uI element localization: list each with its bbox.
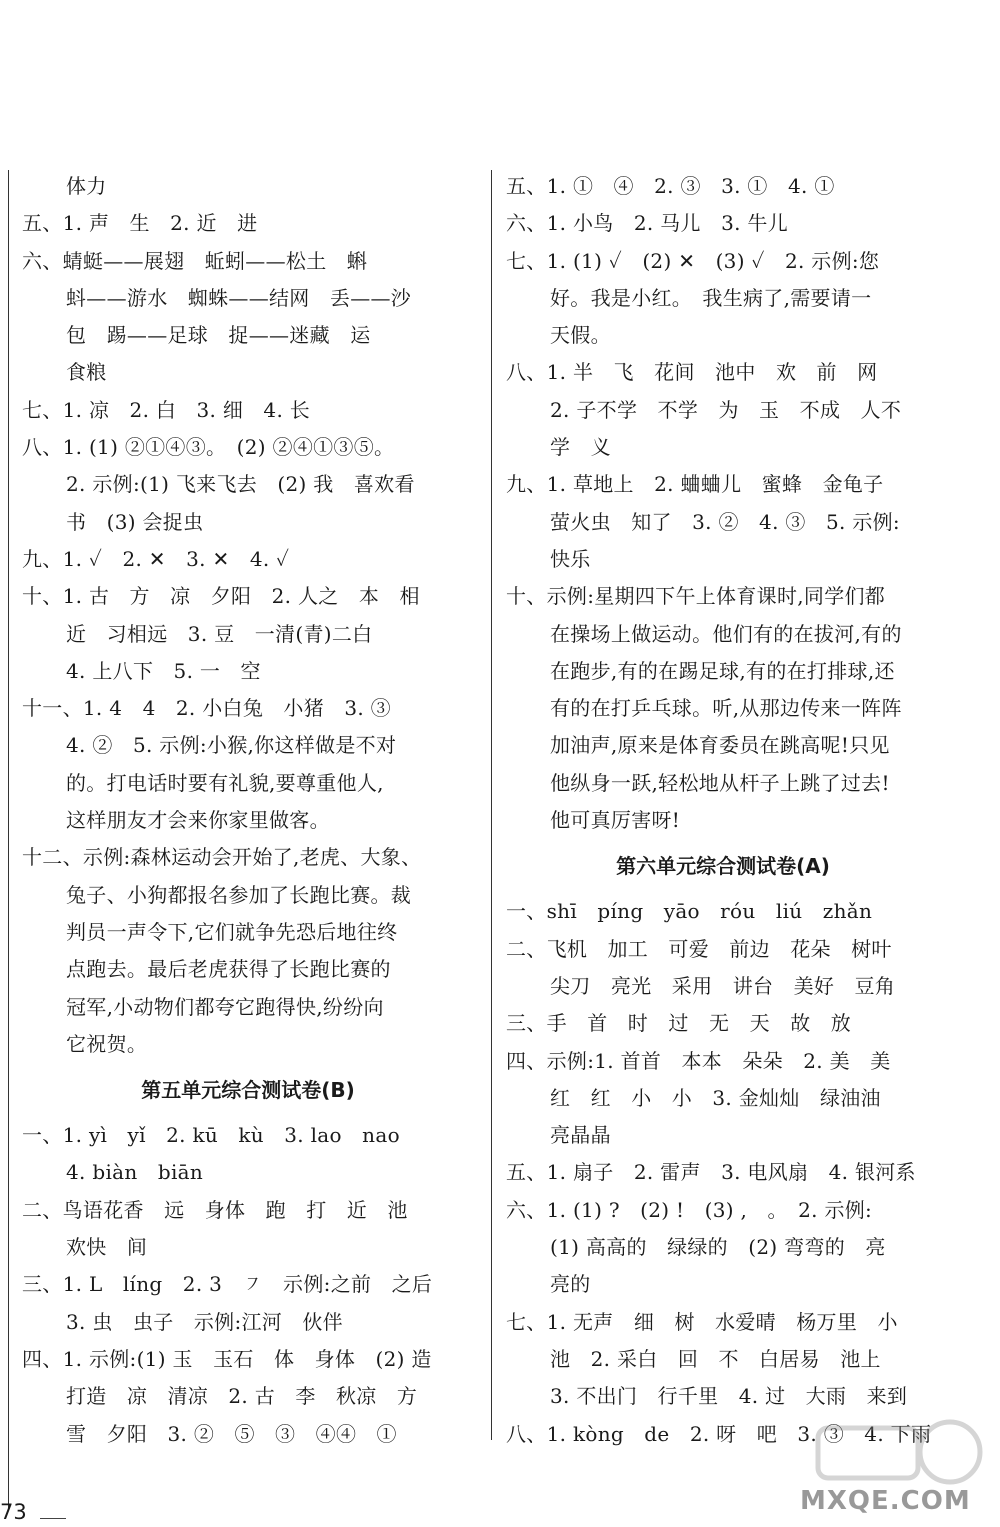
answer-line: 2. 子不学 不学 为 玉 不成 人不 [550, 397, 902, 422]
answer-line: 四、1. 示例:(1) 玉 玉石 体 身体 (2) 造 [22, 1346, 432, 1371]
answer-line: 天假。 [550, 323, 611, 348]
answer-line: (1) 高高的 绿绿的 (2) 弯弯的 亮 [550, 1235, 886, 1260]
answer-line: 十二、示例:森林运动会开始了,老虎、大象、 [22, 845, 422, 870]
answer-line: 书 (3) 会捉虫 [66, 509, 204, 534]
answer-line: 有的在打乒乓球。听,从那边传来一阵阵 [550, 696, 902, 721]
answer-line: 打造 凉 清凉 2. 古 李 秋凉 方 [66, 1384, 418, 1409]
answer-line: 一、shī píng yāo róu liú zhǎn [506, 899, 873, 924]
answer-line: 三、手 首 时 过 无 天 故 放 [506, 1011, 852, 1036]
answer-line: 冠军,小动物们都夸它跑得快,纷纷向 [66, 994, 384, 1019]
answer-line: 4. ② 5. 示例:小猴,你这样做是不对 [66, 733, 397, 758]
answer-line: 三、1. L líng 2. 3 ㇇ 示例:之前 之后 [22, 1272, 433, 1297]
answer-line: 九、1. 草地上 2. 蛐蛐儿 蜜蜂 金龟子 [506, 472, 884, 497]
answer-line: 八、1. kòng de 2. 呀 吧 3. ③ 4. 下雨 [506, 1421, 932, 1446]
answer-line: 十一、1. 4 4 2. 小白兔 小猪 3. ③ [22, 696, 391, 721]
answer-line: 十、1. 古 方 凉 夕阳 2. 人之 本 相 [22, 584, 420, 609]
column-rule-middle [491, 170, 492, 1440]
answer-line: 雪 夕阳 3. ② ⑤ ③ ④④ ① [66, 1421, 397, 1446]
answer-line: 五、1. 扇子 2. 雷声 3. 电风扇 4. 银河系 [506, 1160, 916, 1185]
answer-line: 四、示例:1. 首首 本本 朵朵 2. 美 美 [506, 1048, 891, 1073]
answer-line: 七、1. 凉 2. 白 3. 细 4. 长 [22, 397, 311, 422]
answer-line: 六、1. 小鸟 2. 马儿 3. 牛儿 [506, 211, 789, 236]
answer-line: 兔子、小狗都报名参加了长跑比赛。裁 [66, 882, 412, 907]
answer-line: 六、1. (1) ? (2) ! (3) , 。 2. 示例: [506, 1197, 873, 1222]
answer-line: 3. 虫 虫子 示例:江河 伙伴 [66, 1309, 343, 1334]
answer-line: 池 2. 采白 回 不 白居易 池上 [550, 1346, 881, 1371]
answer-line: 包 踢——足球 捉——迷藏 运 [66, 323, 371, 348]
answer-line: 欢快 间 [66, 1235, 148, 1260]
answer-line: 点跑去。最后老虎获得了长跑比赛的 [66, 957, 391, 982]
page-number-dash [40, 1518, 66, 1519]
answer-line: 八、1. 半 飞 花间 池中 欢 前 网 [506, 360, 878, 385]
answer-line: 学 义 [550, 435, 611, 460]
column-rule-left [8, 170, 9, 1510]
answer-line: 八、1. (1) ②①④③。 (2) ②④①③⑤。 [22, 435, 395, 460]
answer-line: 加油声,原来是体育委员在跳高呢!只见 [550, 733, 890, 758]
answer-line: 二、鸟语花香 远 身体 跑 打 近 池 [22, 1197, 408, 1222]
answer-line: 蚪——游水 蜘蛛——结网 丢——沙 [66, 285, 412, 310]
answer-line: 2. 示例:(1) 飞来飞去 (2) 我 喜欢看 [66, 472, 415, 497]
answer-line: 六、蜻蜓——展翅 蚯蚓——松土 蝌 [22, 248, 368, 273]
answer-line: 在跑步,有的在踢足球,有的在打排球,还 [550, 658, 895, 683]
answer-line: 他可真厉害呀! [550, 808, 681, 833]
answer-line: 快乐 [550, 546, 591, 571]
answer-line: 3. 不出门 行千里 4. 过 大雨 来到 [550, 1384, 908, 1409]
watermark-text: MXQE.COM [800, 1486, 971, 1516]
answer-line: 4. biàn biān [66, 1160, 204, 1185]
answer-line: 二、飞机 加工 可爱 前边 花朵 树叶 [506, 936, 892, 961]
answer-column-left [22, 168, 474, 1453]
answer-line: 红 红 小 小 3. 金灿灿 绿油油 [550, 1085, 881, 1110]
answer-line: 七、1. (1) ✓ (2) ✕ (3) ✓ 2. 示例:您 [506, 248, 880, 273]
answer-line: 4. 上八下 5. 一 空 [66, 658, 261, 683]
answer-line: 亮的 [550, 1272, 591, 1297]
answer-line: 他纵身一跃,轻松地从杆子上跳了过去! [550, 770, 890, 795]
page-number: 73 [0, 1500, 27, 1524]
answer-line: 一、1. yì yǐ 2. kū kù 3. lao nao [22, 1123, 400, 1148]
answer-line: 体力 [66, 174, 107, 198]
answer-line: 亮晶晶 [550, 1123, 611, 1148]
answer-line: 五、1. 声 生 2. 近 进 [22, 211, 258, 236]
answer-line: 九、1. ✓ 2. ✕ 3. ✕ 4. ✓ [22, 546, 290, 571]
section-heading: 第五单元综合测试卷(B) [141, 1078, 355, 1103]
section-heading: 第六单元综合测试卷(A) [616, 854, 830, 879]
answer-line: 尖刀 亮光 采用 讲台 美好 豆角 [550, 973, 896, 998]
answer-line: 近 习相远 3. 豆 一清(青)二白 [66, 621, 373, 646]
answer-line: 七、1. 无声 细 树 水爱晴 杨万里 小 [506, 1309, 898, 1334]
answer-column-right [506, 168, 940, 1453]
answer-line: 五、1. ① ④ 2. ③ 3. ① 4. ① [506, 174, 835, 198]
answer-line: 好。我是小红。 我生病了,需要请一 [550, 285, 872, 310]
answer-line: 在操场上做运动。他们有的在拔河,有的 [550, 621, 902, 646]
answer-line: 食粮 [66, 360, 107, 385]
answer-line: 的。打电话时要有礼貌,要尊重他人, [66, 770, 384, 795]
answer-line: 判员一声令下,它们就争先恐后地往终 [66, 919, 398, 944]
answer-line: 它祝贺。 [66, 1031, 148, 1056]
answer-line: 萤火虫 知了 3. ② 4. ③ 5. 示例: [550, 509, 900, 534]
answer-line: 十、示例:星期四下午上体育课时,同学们都 [506, 584, 886, 609]
answer-line: 这样朋友才会来你家里做客。 [66, 808, 330, 833]
